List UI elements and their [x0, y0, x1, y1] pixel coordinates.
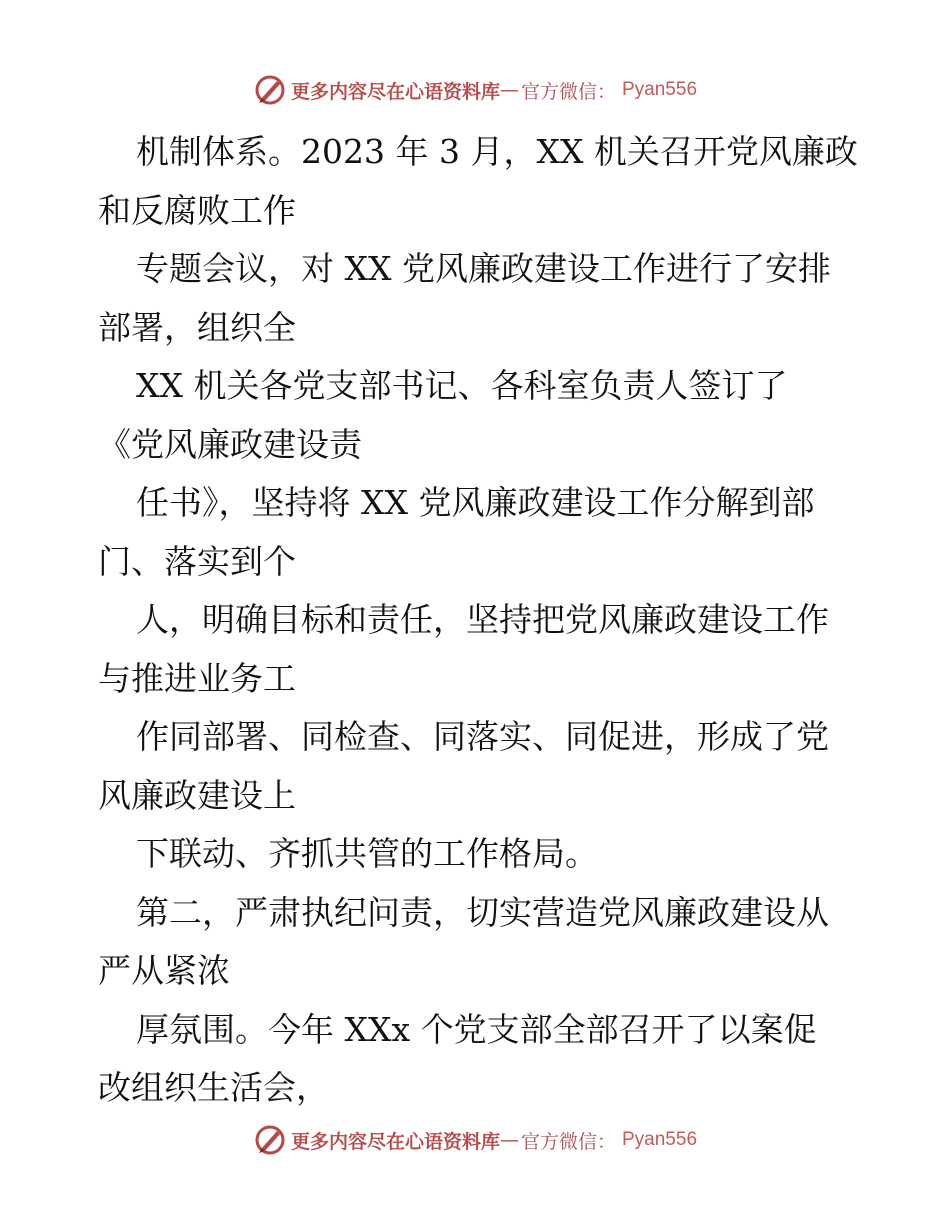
text-line: 机制体系。2023 年 3 月，XX 机关召开党风廉政	[136, 132, 858, 171]
banner-text: 更多内容尽在心语资料库	[290, 1130, 500, 1153]
banner-dash: —	[499, 1129, 519, 1151]
text-line: 改组织生活会，	[98, 1068, 329, 1107]
body-text	[98, 123, 858, 1118]
text-line: 人，明确目标和责任，坚持把党风廉政建设工作	[136, 600, 829, 639]
text-line: 作同部署、同检查、同落实、同促进，形成了党	[136, 717, 829, 756]
banner-wechat-label: 官方微信：	[520, 80, 616, 103]
pen-logo-icon	[253, 1123, 287, 1157]
text-line: 第二，严肃执纪问责，切实营造党风廉政建设从	[136, 892, 829, 932]
text-line: 与推进业务工	[98, 658, 296, 698]
text-line: 风廉政建设上	[98, 775, 296, 815]
text-line: XX 机关各党支部书记、各科室负责人签订了	[136, 366, 788, 405]
banner-wechat-id: Pyan556	[622, 1129, 698, 1150]
footer-banner	[0, 1120, 950, 1160]
header-banner	[0, 70, 950, 110]
text-line: 下联动、齐抓共管的工作格局。	[136, 834, 598, 873]
text-line: 厚氛围。今年 XXx 个党支部全部召开了以案促	[136, 1009, 817, 1049]
text-line: 专题会议，对 XX 党风廉政建设工作进行了安排	[136, 249, 831, 288]
text-line: 任书》，坚持将 XX 党风廉政建设工作分解到部	[136, 483, 815, 522]
banner-wechat-id: Pyan556	[622, 79, 698, 100]
text-line: 严从紧浓	[98, 951, 230, 990]
text-line: 《党风廉政建设责	[98, 424, 362, 464]
text-line: 和反腐败工作	[98, 190, 296, 230]
banner-dash: —	[499, 79, 519, 101]
pen-logo-icon	[253, 73, 287, 107]
text-line: 部署，组织全	[98, 307, 296, 347]
banner-wechat-label: 官方微信：	[520, 1130, 616, 1153]
banner-text: 更多内容尽在心语资料库	[290, 80, 500, 103]
text-line: 门、落实到个	[98, 541, 296, 581]
